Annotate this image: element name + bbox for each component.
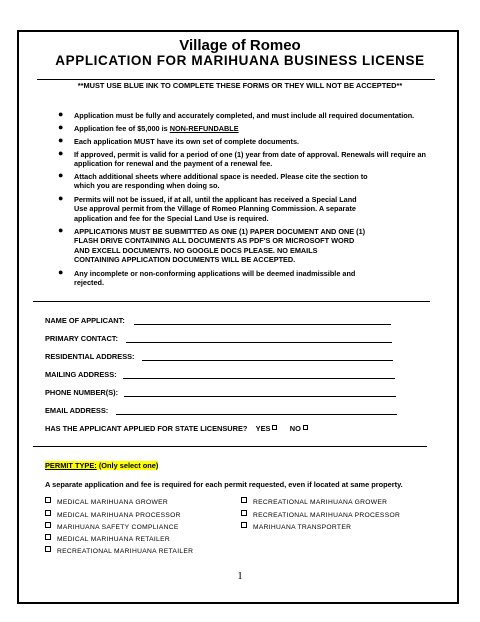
checkbox-icon[interactable] — [45, 497, 51, 503]
phone-label: PHONE NUMBER(S): — [45, 388, 119, 397]
option-transporter[interactable]: MARIHUANA TRANSPORTER — [241, 522, 351, 531]
option-recreational-retailer[interactable]: RECREATIONAL MARIHUANA RETAILER — [45, 546, 193, 555]
yes-checkbox[interactable] — [272, 425, 277, 430]
section-divider — [33, 301, 430, 302]
checkbox-icon[interactable] — [45, 510, 51, 516]
permit-type-heading: PERMIT TYPE: (Only select one) — [45, 461, 159, 470]
no-checkbox[interactable] — [303, 425, 308, 430]
primary-contact-field[interactable] — [126, 342, 392, 343]
checkbox-icon[interactable] — [241, 510, 247, 516]
option-medical-retailer[interactable]: MEDICAL MARIHUANA RETAILER — [45, 534, 170, 543]
contact-label: PRIMARY CONTACT: — [45, 334, 118, 343]
option-recreational-processor[interactable]: RECREATIONAL MARIHUANA PROCESSOR — [241, 510, 400, 519]
village-title: Village of Romeo — [179, 37, 301, 54]
name-field[interactable] — [134, 324, 391, 325]
page-number: 1 — [237, 570, 243, 582]
state-licensure-question: HAS THE APPLICANT APPLIED FOR STATE LICENSURE? YES NO — [45, 424, 308, 433]
form-title: APPLICATION FOR MARIHUANA BUSINESS LICENSE — [55, 53, 425, 68]
ink-warning: **MUST USE BLUE INK TO COMPLETE THESE FORMS OR THEY WILL NOT BE ACCEPTED** — [77, 81, 403, 90]
bullet-icon: ● — [58, 193, 64, 203]
name-label: NAME OF APPLICANT: — [45, 316, 125, 325]
email-field[interactable] — [116, 414, 397, 415]
section-divider — [33, 446, 427, 447]
bullet-1: Application must be fully and accurately completed, and must include all required documentation. — [74, 111, 415, 120]
checkbox-icon[interactable] — [45, 522, 51, 528]
checkbox-icon[interactable] — [45, 534, 51, 540]
bullet-3: Each application MUST have its own set of complete documents. — [74, 137, 300, 146]
mailing-address-field[interactable] — [123, 378, 395, 379]
checkbox-icon[interactable] — [45, 546, 51, 552]
bullet-2: Application fee of $5,000 is NON-REFUNDABLE — [74, 124, 239, 133]
residential-address-field[interactable] — [142, 360, 393, 361]
bullet-icon: ● — [58, 135, 64, 145]
option-recreational-grower[interactable]: RECREATIONAL MARIHUANA GROWER — [241, 497, 387, 506]
checkbox-icon[interactable] — [241, 522, 247, 528]
title-divider — [37, 79, 435, 80]
option-medical-grower[interactable]: MEDICAL MARIHUANA GROWER — [45, 497, 168, 506]
bullet-icon: ● — [58, 109, 64, 119]
bullet-6: Permits will not be issued, if at all, until the applicant has received a Special Land Use approval permit from the Village of Romeo Planning Commission. A separate application and fee for the Special Land Use is required. — [74, 195, 357, 223]
email-label: EMAIL ADDRESS: — [45, 406, 109, 415]
bullet-8: Any incomplete or non-conforming applications will be deemed inadmissible and rejected. — [74, 269, 356, 288]
bullet-4: If approved, permit is valid for a period of one (1) year from date of approval. Renewals will require an application for renewal and the payment of a renewal fee. — [74, 150, 426, 169]
mailing-label: MAILING ADDRESS: — [45, 370, 117, 379]
permit-note: A separate application and fee is required for each permit requested, even if located at same property. — [45, 480, 403, 489]
option-medical-processor[interactable]: MEDICAL MARIHUANA PROCESSOR — [45, 510, 181, 519]
bullet-7: APPLICATIONS MUST BE SUBMITTED AS ONE (1) PAPER DOCUMENT AND ONE (1) FLASH DRIVE CONTAINING ALL DOCUMENTS AS PDF'S OR MICROSOFT WORD AND EXCELL DOCUMENTS. NO GOOGLE DOCS PLEASE. NO EMAILS CONTAINING APPLICATION DOCUMENTS WILL BE ACCEPTED. — [74, 227, 366, 264]
bullet-icon: ● — [58, 122, 64, 132]
bullet-icon: ● — [58, 170, 64, 180]
residential-label: RESIDENTIAL ADDRESS: — [45, 352, 135, 361]
bullet-icon: ● — [58, 148, 64, 158]
bullet-icon: ● — [58, 225, 64, 235]
option-safety-compliance[interactable]: MARIHUANA SAFETY COMPLIANCE — [45, 522, 179, 531]
phone-field[interactable] — [124, 396, 396, 397]
bullet-icon: ● — [58, 267, 64, 277]
bullet-5: Attach additional sheets where additional space is needed. Please cite the section to which you are responding when doing so. — [74, 172, 368, 191]
checkbox-icon[interactable] — [241, 497, 247, 503]
